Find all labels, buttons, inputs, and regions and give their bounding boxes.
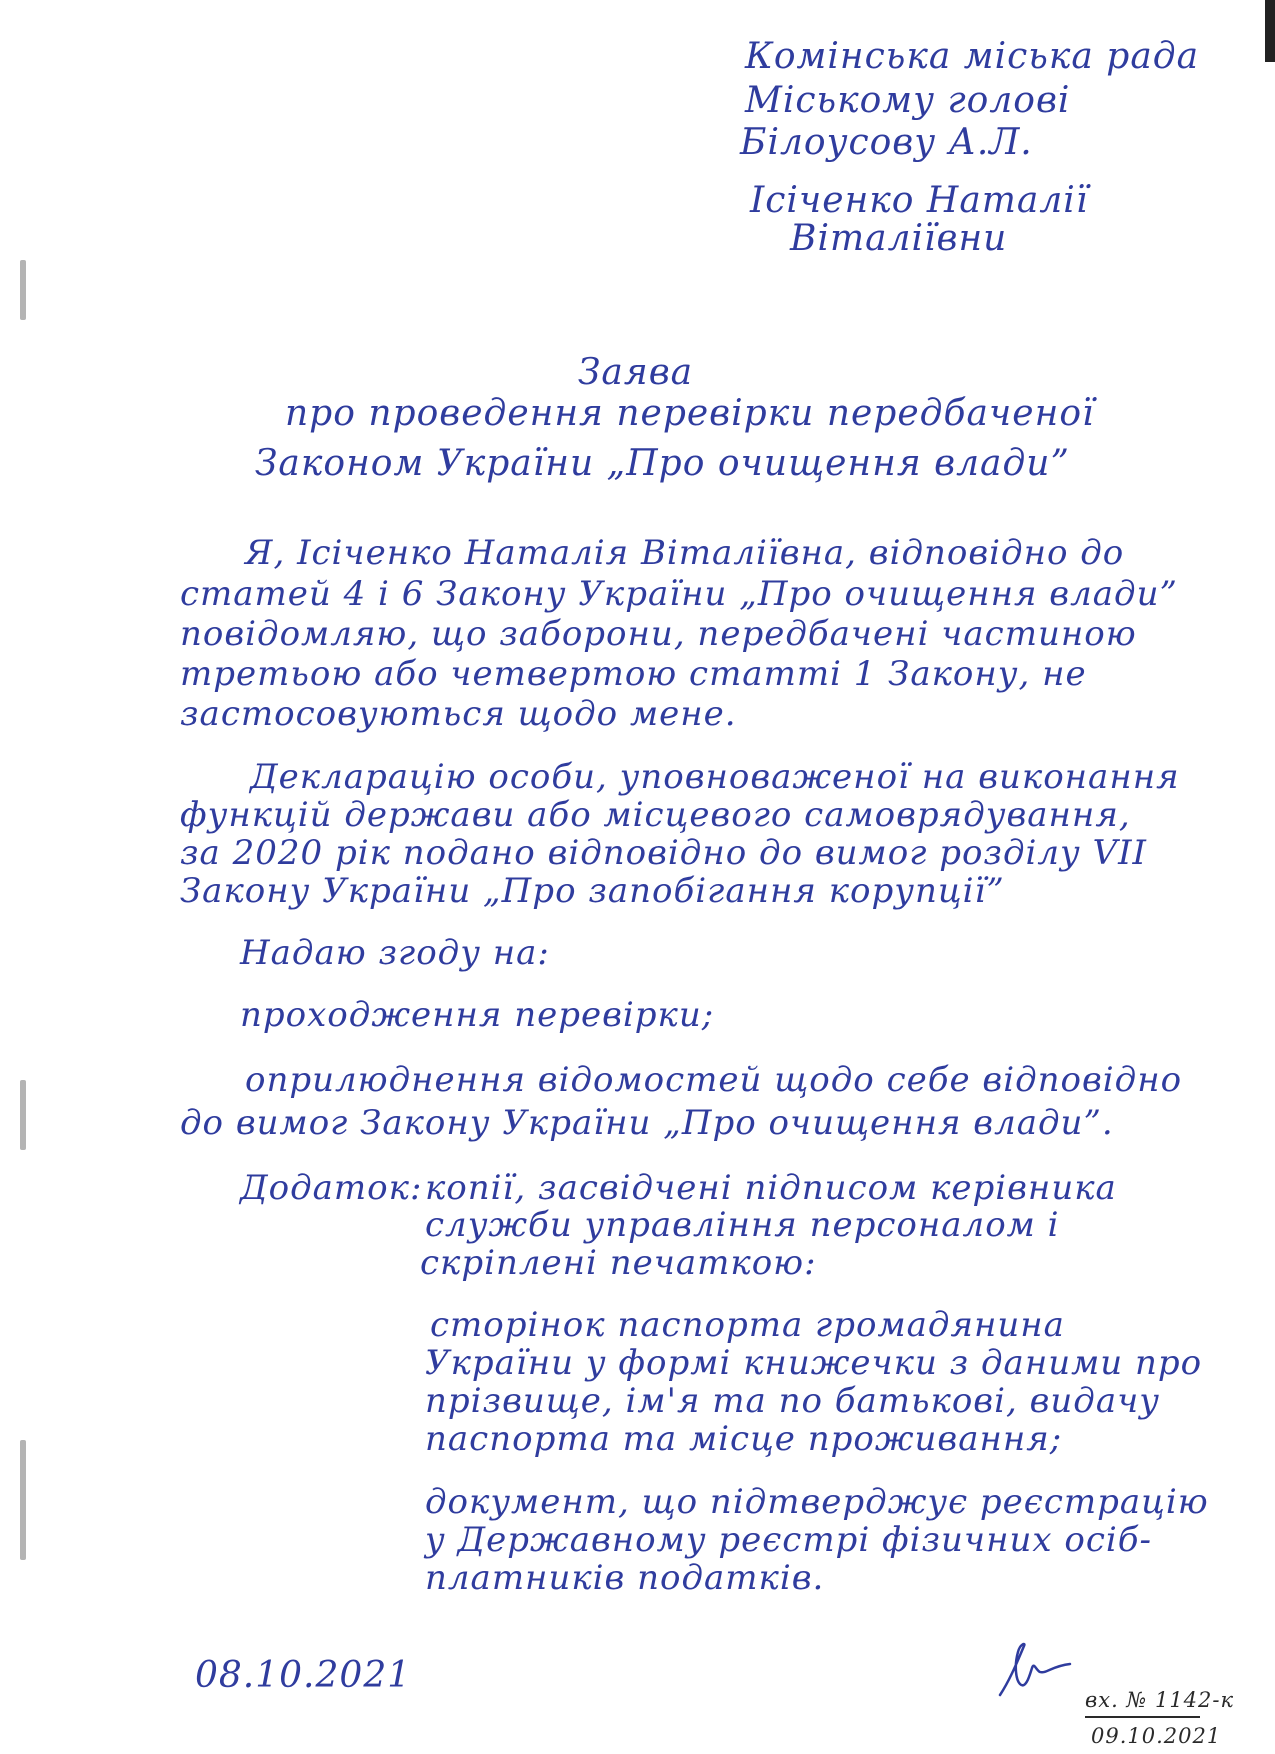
consent-item-publication-line: до вимог Закону України „Про очищення влади”. xyxy=(180,1103,1114,1143)
paragraph-2-line: Закону України „Про запобігання корупції” xyxy=(180,871,1005,911)
addressee-position: Міському голові xyxy=(745,80,1071,121)
scan-edge-shadow xyxy=(1265,0,1275,62)
document-date: 08.10.2021 xyxy=(195,1655,412,1696)
attachment-item-2-line: України у формі книжечки з даними про xyxy=(425,1343,1203,1383)
paragraph-1-line: статей 4 і 6 Закону України „Про очищення влади” xyxy=(180,574,1178,614)
consent-intro: Надаю згоду на: xyxy=(240,933,550,973)
attachment-item-2-line: прізвище, ім'я та по батькові, видачу xyxy=(425,1381,1160,1421)
scan-edge-mark xyxy=(20,1440,26,1560)
scan-edge-mark xyxy=(20,260,26,320)
consent-item-verification: проходження перевірки; xyxy=(240,995,715,1035)
consent-item-publication-line: оприлюднення відомостей щодо себе відповідно xyxy=(245,1060,1183,1100)
attachment-item-2-line: сторінок паспорта громадянина xyxy=(430,1305,1065,1345)
applicant-name-line1: Ісіченко Наталії xyxy=(750,180,1089,221)
attachment-item-1-line: скріплені печаткою: xyxy=(420,1243,817,1283)
registration-underline xyxy=(1085,1716,1200,1718)
attachment-item-3-line: платників податків. xyxy=(425,1558,825,1598)
registration-date: 09.10.2021 xyxy=(1091,1724,1222,1748)
paragraph-1-line: третьою або четвертою статті 1 Закону, не xyxy=(180,654,1087,694)
paragraph-1-line: застосовуються щодо мене. xyxy=(180,694,737,734)
handwritten-signature-icon xyxy=(990,1640,1080,1700)
attachment-item-2-line: паспорта та місце проживання; xyxy=(425,1419,1063,1459)
attachment-item-1-line: копії, засвідчені підписом керівника xyxy=(425,1168,1117,1208)
scan-edge-mark xyxy=(20,1080,26,1150)
attachment-item-3-line: у Державному реєстрі фізичних осіб- xyxy=(425,1520,1152,1560)
paragraph-1-line: повідомляю, що заборони, передбачені частиною xyxy=(180,614,1137,654)
paragraph-2-line: функцій держави або місцевого самоврядування, xyxy=(180,795,1131,835)
paragraph-2-line: за 2020 рік подано відповідно до вимог розділу VII xyxy=(180,833,1147,873)
document-subtitle-line1: про проведення перевірки передбаченої xyxy=(285,393,1095,434)
attachment-item-1-line: служби управління персоналом і xyxy=(425,1205,1060,1245)
document-title: Заява xyxy=(578,352,694,393)
applicant-name-line2: Віталіївни xyxy=(790,218,1008,259)
paragraph-2-line: Декларацію особи, уповноваженої на виконання xyxy=(250,757,1180,797)
registration-number: вх. № 1142-к xyxy=(1085,1688,1235,1712)
document-subtitle-line2: Законом України „Про очищення влади” xyxy=(255,443,1070,484)
addressee-name: Білоусову А.Л. xyxy=(740,122,1033,163)
attachment-item-3-line: документ, що підтверджує реєстрацію xyxy=(425,1482,1209,1522)
addressee-council: Комінська міська рада xyxy=(745,36,1200,77)
paragraph-1-line: Я, Ісіченко Наталія Віталіївна, відповідно до xyxy=(245,533,1125,573)
attachment-label: Додаток: xyxy=(240,1168,423,1208)
